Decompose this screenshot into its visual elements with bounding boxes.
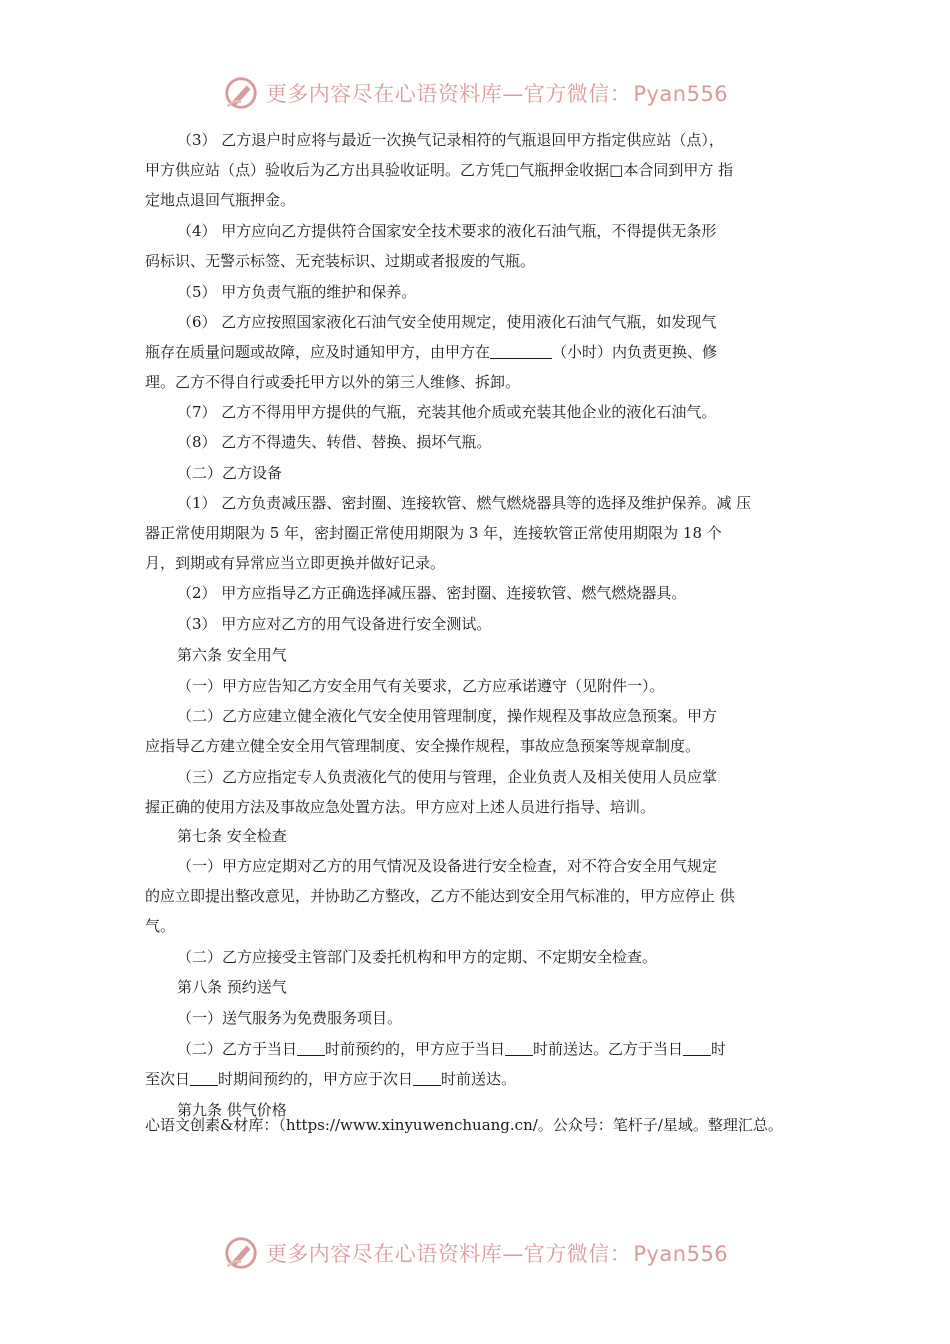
paragraph: （二）乙方应建立健全液化气安全使用管理制度，操作规程及事故应急预案。甲方 应指导乙方建立健全安全用气管理制度、安全操作规程，事故应急预案等规章制度。 — [145, 707, 718, 755]
paragraph: （3） 甲方应对乙方的用气设备进行安全测试。 — [177, 615, 492, 633]
wechat-id: Pyan556 — [633, 82, 729, 106]
header-banner — [0, 73, 950, 113]
banner-title: 更多内容尽在心语资料库—官方微信：Pyan556 — [265, 82, 729, 106]
paragraph: （4） 甲方应向乙方提供符合国家安全技术要求的液化石油气瓶，不得提供无条形 码标识、无警示标签、无充装标识、过期或者报废的气瓶。 — [145, 222, 717, 270]
paragraph: （8） 乙方不得遗失、转借、替换、损坏气瓶。 — [177, 433, 492, 451]
article-heading: 第八条 预约送气 — [177, 978, 287, 996]
article-heading: 第六条 安全用气 — [177, 646, 287, 664]
logo-icon — [222, 1234, 260, 1272]
fill-blank — [505, 1037, 533, 1056]
fill-blank — [683, 1037, 711, 1056]
footnote: 心语文创素&材库：（https://www.xinyuwenchuang.cn/。公众号：笔杆子/星域。整理汇总。 — [145, 1116, 783, 1134]
paragraph: （2） 甲方应指导乙方正确选择减压器、密封圈、连接软管、燃气燃烧器具。 — [177, 584, 687, 602]
footer-banner — [0, 1233, 950, 1273]
paragraph: （一）甲方应告知乙方安全用气有关要求，乙方应承诺遵守（见附件一）。 — [177, 677, 665, 695]
paragraph: （3） 乙方退户时应将与最近一次换气记录相符的气瓶退回甲方指定供应站（点）， 甲方供应站（点）验收后为乙方出具验收证明。乙方凭□气瓶押金收据□本合同到甲方 指 定地点退回气瓶押金。 — [145, 131, 734, 209]
fill-blank — [190, 1067, 218, 1086]
paragraph: （一）甲方应定期对乙方的用气情况及设备进行安全检查，对不符合安全用气规定 的应立即提出整改意见，并协助乙方整改，乙方不能达到安全用气标准的，甲方应停止 供 气。 — [145, 857, 735, 935]
article-heading: 第七条 安全检查 — [177, 827, 287, 845]
fill-blank — [413, 1067, 441, 1086]
paragraph: （6） 乙方应按照国家液化石油气安全使用规定，使用液化石油气气瓶，如发现气 瓶存在质量问题或故障，应及时通知甲方，由甲方在 （小时）内负责更换、修 理。乙方不得自行或委托甲方以外的第三人维修、拆卸。 — [145, 313, 718, 391]
section-heading: （二）乙方设备 — [177, 464, 283, 482]
article-heading: 第九条 供气价格 — [177, 1101, 287, 1119]
paragraph: （二）乙方应接受主管部门及委托机构和甲方的定期、不定期安全检查。 — [177, 948, 658, 966]
paragraph: （7） 乙方不得用甲方提供的气瓶，充装其他介质或充装其他企业的液化石油气。 — [177, 403, 717, 421]
paragraph: （二）乙方于当日 时前预约的，甲方应于当日 时前送达。乙方于当日 时 至次日 时期间预约的，甲方应于次日 时前送达。 — [145, 1034, 810, 1094]
fill-blank — [297, 1037, 325, 1056]
wechat-id: Pyan556 — [633, 1242, 729, 1266]
paragraph: （1） 乙方负责减压器、密封圈、连接软管、燃气燃烧器具等的选择及维护保养。减 压 器正常使用期限为 5 年，密封圈正常使用期限为 3 年，连接软管正常使用期限为 18 个 月，到期或有异常应当立即更换并做好记录。 — [145, 494, 752, 572]
paragraph: （三）乙方应指定专人负责液化气的使用与管理，企业负责人及相关使用人员应掌 握正确的使用方法及事故应急处置方法。甲方应对上述人员进行指导、培训。 — [145, 768, 718, 816]
paragraph: （一）送气服务为免费服务项目。 — [177, 1009, 403, 1027]
logo-icon — [222, 74, 260, 112]
paragraph: （5） 甲方负责气瓶的维护和保养。 — [177, 283, 417, 301]
fill-blank — [490, 340, 552, 359]
banner-title: 更多内容尽在心语资料库—官方微信：Pyan556 — [265, 1242, 729, 1266]
